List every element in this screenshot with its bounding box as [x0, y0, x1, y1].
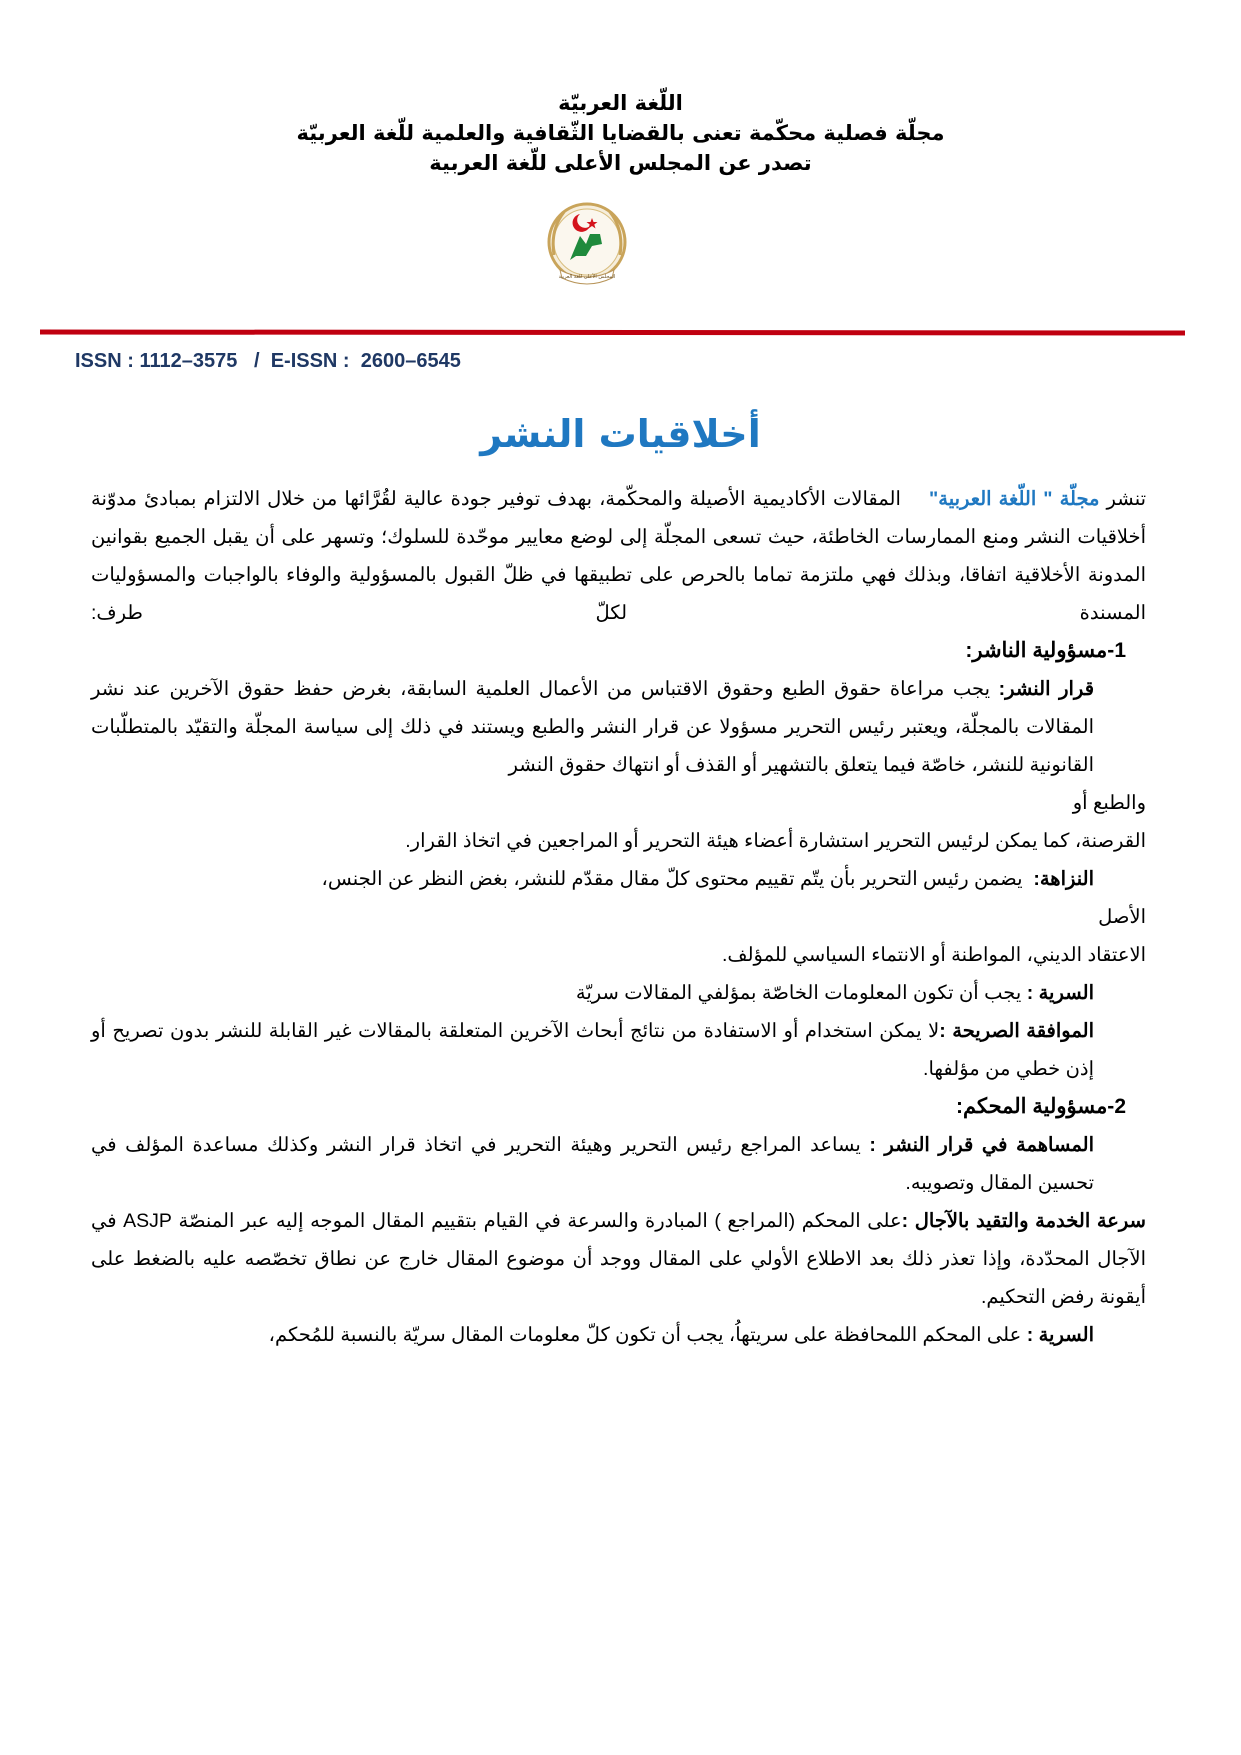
publisher-decision-cont1: والطبع أو	[1072, 792, 1146, 814]
council-logo	[540, 200, 634, 290]
item-text: على المحكم اللمحافظة على سريتهاُ، يجب أن تكون كلّ معلومات المقال سريّة بالنسبة للمُحكم،	[268, 1324, 1022, 1346]
item-label: سرعة الخدمة والتقيد بالآجال :	[901, 1210, 1147, 1232]
council-emblem-icon	[540, 200, 634, 290]
publisher-decision-cont2: القرصنة، كما يمكن لرئيس التحرير استشارة أعضاء هيئة التحرير أو المراجعين في اتخاذ القرار.	[405, 830, 1146, 852]
item-text: يجب أن تكون المعلومات الخاصّة بمؤلفي المقالات سريّة	[575, 982, 1022, 1004]
journal-subtitle: مجلّة فصلية محكّمة تعنى بالقضايا الثّقافية والعلمية للّغة العربيّة	[296, 121, 945, 145]
integrity-cont2: الاعتقاد الديني، المواطنة أو الانتماء السياسي للمؤلف.	[721, 944, 1146, 966]
item-label: النزاهة:	[1033, 868, 1094, 890]
item-text: على المحكم (المراجع ) المبادرة والسرعة في القيام بتقييم المقال الموجه إليه عبر المنصّة ASJP في الآجال المحدّدة، وإذا تعذر ذلك بعد الاطلاع الأولي على المقال ووجد أن موضوع المقال خارج عن نطاق تخصّصه عليه بالضغط على أيقونة رفض التحكيم.	[91, 1210, 1146, 1308]
reviewer-confidentiality-item	[91, 1316, 1146, 1354]
item-label: المساهمة في قرار النشر :	[869, 1134, 1094, 1156]
issn-line: ISSN : 1112–3575 / E-ISSN : 2600–6545	[75, 350, 461, 372]
integrity-item	[91, 860, 1146, 898]
journal-name: اللّغة العربيّة	[558, 91, 683, 115]
confidentiality-item	[91, 974, 1146, 1012]
item-text: لا يمكن استخدام أو الاستفادة من نتائج أبحاث الآخرين المتعلقة بالمقالات غير القابلة للنشر بدون تصريح أو إذن خطي من مؤلفها.	[91, 1020, 1094, 1080]
intro-lead: تنشر	[1106, 488, 1147, 510]
journal-header	[0, 88, 1241, 178]
item-label: السرية :	[1026, 1324, 1094, 1346]
header-divider	[40, 330, 1185, 336]
section-heading-reviewer: 2-مسؤولية المحكم:	[956, 1095, 1126, 1118]
explicit-consent-item	[91, 1012, 1146, 1088]
promptness-item	[91, 1202, 1146, 1316]
journal-reference: مجلّة " اللّغة العربية"	[929, 488, 1100, 510]
page-title: أخلاقيات النشر	[480, 412, 761, 456]
section-heading-publisher: 1-مسؤولية الناشر:	[965, 639, 1126, 662]
publisher-line: تصدر عن المجلس الأعلى للّغة العربية	[429, 151, 812, 175]
contribution-item	[91, 1126, 1146, 1202]
item-text: يضمن رئيس التحرير بأن يتّم تقييم محتوى كلّ مقال مقدّم للنشر، بغض النظر عن الجنس،	[321, 868, 1023, 890]
publisher-decision-item	[91, 670, 1146, 784]
item-text: يساعد المراجع رئيس التحرير وهيئة التحرير في اتخاذ قرار النشر وكذلك مساعدة المؤلف في تحسين المقال وتصويبه.	[91, 1134, 1094, 1194]
logo-banner-text: المجلس الأعلى للغة العربية	[558, 274, 616, 280]
intro-text: المقالات الأكاديمية الأصيلة والمحكّمة، بهدف توفير جودة عالية لقُرَّائها من خلال الالتزام بمبادئ مدوّنة أخلاقيات النشر ومنع الممارسات الخاطئة، حيث تسعى المجلّة إلى لوضع معايير موحّدة للسلوك؛ وتسهر على أن يقبل الجميع بقوانين المدونة الأخلاقية اتفاقا، وبذلك فهي ملتزمة تماما بالحرص على تطبيقها في ظلّ القبول بالمسؤولية والوفاء بالواجبات والمسؤوليات المسندة لكلّ طرف:	[91, 488, 1146, 624]
item-text: يجب مراعاة حقوق الطبع وحقوق الاقتباس من الأعمال العلمية السابقة، بغرض حفظ حقوق الآخرين عند نشر المقالات بالمجلّة، ويعتبر رئيس التحرير مسؤولا عن قرار النشر والطبع ويستند في ذلك إلى سياسة المجلّة والتقيّد بالمتطلّبات القانونية للنشر، خاصّة فيما يتعلق بالتشهير أو القذف أو انتهاك حقوق النشر	[91, 678, 1094, 776]
document-body	[91, 480, 1146, 1354]
intro-paragraph	[91, 480, 1146, 632]
integrity-cont1: الأصل	[1098, 906, 1146, 928]
item-label: الموافقة الصريحة :	[939, 1020, 1094, 1042]
item-label: السرية :	[1026, 982, 1094, 1004]
item-label: قرار النشر:	[998, 678, 1095, 700]
